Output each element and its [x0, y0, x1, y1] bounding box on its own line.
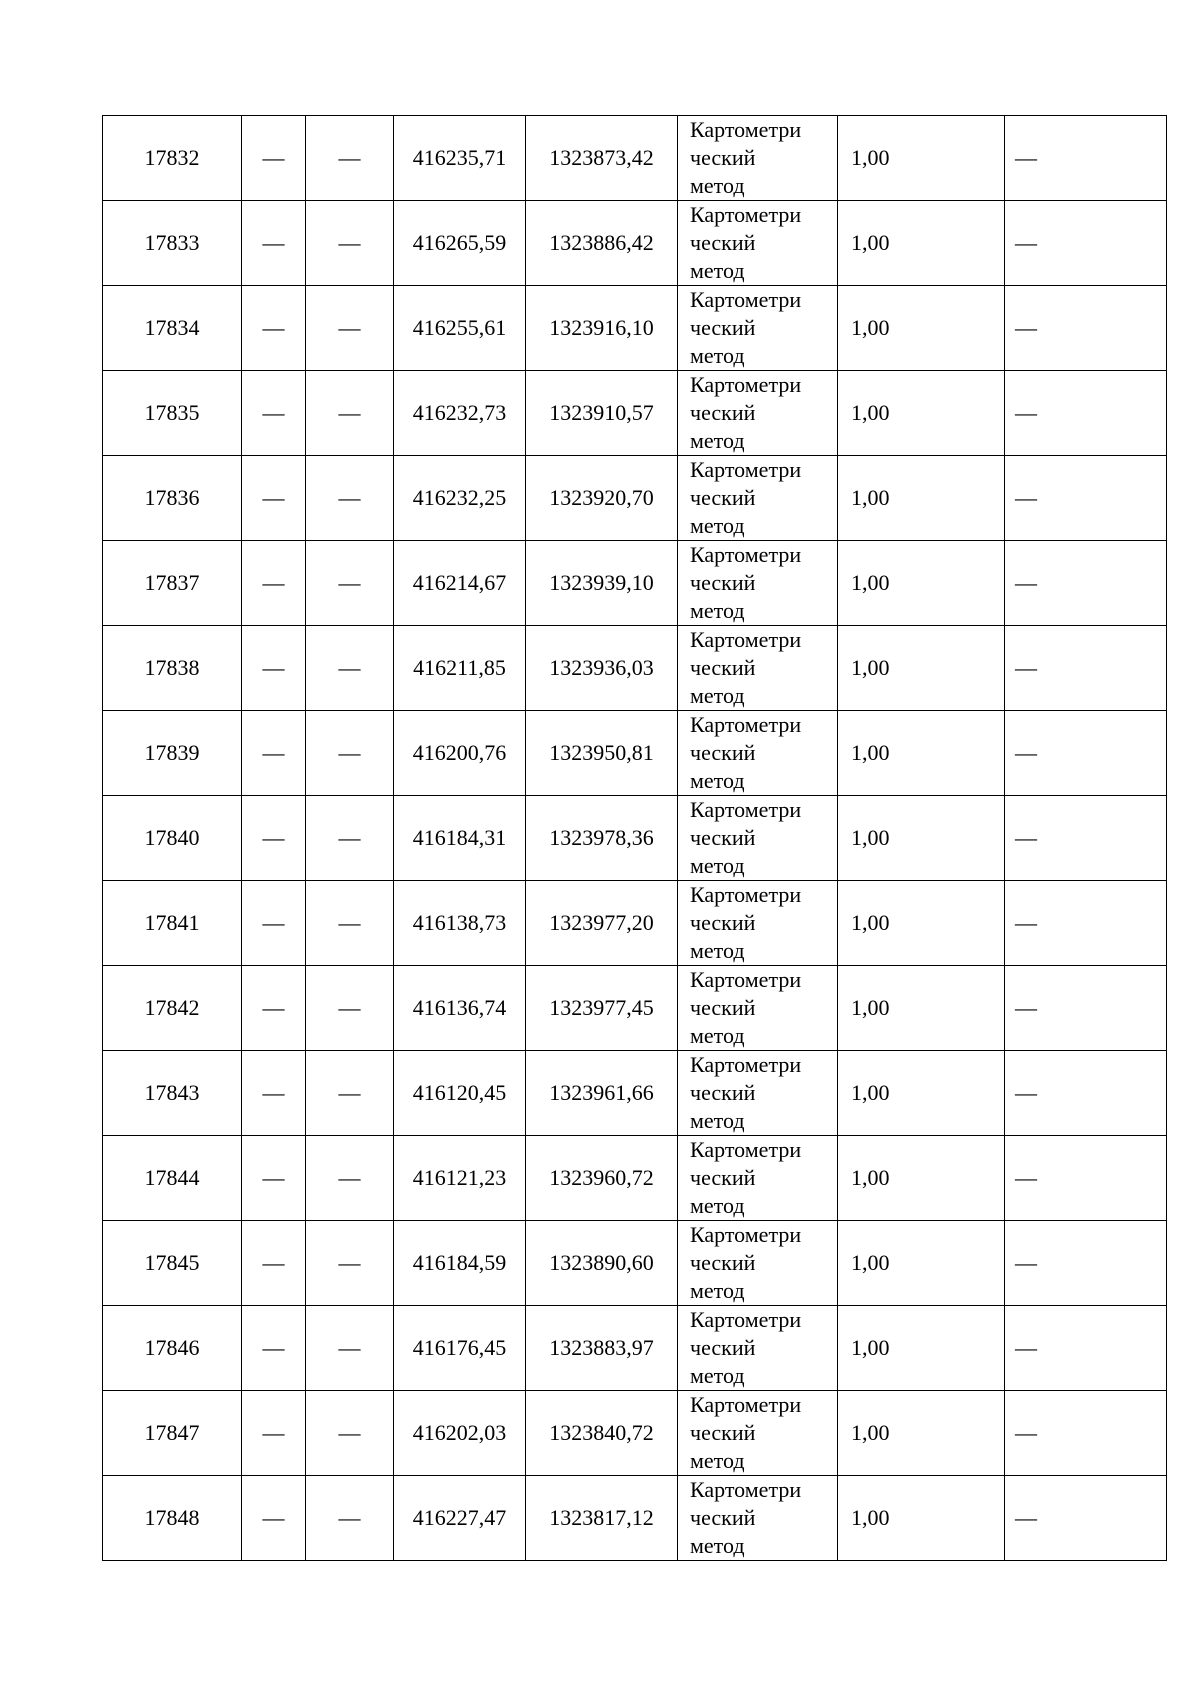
- description-cell: —: [1005, 371, 1167, 456]
- old-y-cell: —: [306, 1136, 394, 1221]
- point-number-cell: 17845: [103, 1221, 242, 1306]
- description-cell: —: [1005, 1221, 1167, 1306]
- x-coordinate-cell: 416121,23: [394, 1136, 526, 1221]
- accuracy-cell: 1,00: [838, 881, 1005, 966]
- old-y-cell: —: [306, 1306, 394, 1391]
- y-coordinate-cell: 1323920,70: [526, 456, 678, 541]
- old-x-cell: —: [242, 371, 306, 456]
- old-x-cell: —: [242, 286, 306, 371]
- description-cell: —: [1005, 286, 1167, 371]
- method-cell: Картометри ческий метод: [678, 116, 838, 201]
- old-y-cell: —: [306, 201, 394, 286]
- old-x-cell: —: [242, 881, 306, 966]
- description-cell: —: [1005, 881, 1167, 966]
- old-x-cell: —: [242, 626, 306, 711]
- table-row: [103, 286, 1167, 371]
- y-coordinate-cell: 1323977,45: [526, 966, 678, 1051]
- x-coordinate-cell: 416176,45: [394, 1306, 526, 1391]
- method-cell: Картометри ческий метод: [678, 286, 838, 371]
- old-x-cell: —: [242, 1306, 306, 1391]
- description-cell: —: [1005, 1051, 1167, 1136]
- x-coordinate-cell: 416211,85: [394, 626, 526, 711]
- point-number-cell: 17833: [103, 201, 242, 286]
- x-coordinate-cell: 416136,74: [394, 966, 526, 1051]
- y-coordinate-cell: 1323873,42: [526, 116, 678, 201]
- table-body: [103, 116, 1167, 1561]
- accuracy-cell: 1,00: [838, 371, 1005, 456]
- y-coordinate-cell: 1323961,66: [526, 1051, 678, 1136]
- accuracy-cell: 1,00: [838, 1051, 1005, 1136]
- old-y-cell: —: [306, 711, 394, 796]
- method-cell: Картометри ческий метод: [678, 1051, 838, 1136]
- x-coordinate-cell: 416184,59: [394, 1221, 526, 1306]
- y-coordinate-cell: 1323939,10: [526, 541, 678, 626]
- description-cell: —: [1005, 1136, 1167, 1221]
- table-row: [103, 541, 1167, 626]
- accuracy-cell: 1,00: [838, 201, 1005, 286]
- description-cell: —: [1005, 1476, 1167, 1561]
- old-y-cell: —: [306, 626, 394, 711]
- x-coordinate-cell: 416235,71: [394, 116, 526, 201]
- accuracy-cell: 1,00: [838, 626, 1005, 711]
- old-y-cell: —: [306, 456, 394, 541]
- accuracy-cell: 1,00: [838, 541, 1005, 626]
- table-row: [103, 456, 1167, 541]
- old-x-cell: —: [242, 116, 306, 201]
- point-number-cell: 17844: [103, 1136, 242, 1221]
- y-coordinate-cell: 1323916,10: [526, 286, 678, 371]
- accuracy-cell: 1,00: [838, 286, 1005, 371]
- x-coordinate-cell: 416255,61: [394, 286, 526, 371]
- method-cell: Картометри ческий метод: [678, 1476, 838, 1561]
- method-cell: Картометри ческий метод: [678, 626, 838, 711]
- y-coordinate-cell: 1323890,60: [526, 1221, 678, 1306]
- old-y-cell: —: [306, 371, 394, 456]
- description-cell: —: [1005, 1391, 1167, 1476]
- table-row: [103, 711, 1167, 796]
- table-row: [103, 626, 1167, 711]
- old-y-cell: —: [306, 1391, 394, 1476]
- table-row: [103, 201, 1167, 286]
- accuracy-cell: 1,00: [838, 1306, 1005, 1391]
- point-number-cell: 17846: [103, 1306, 242, 1391]
- method-cell: Картометри ческий метод: [678, 711, 838, 796]
- y-coordinate-cell: 1323883,97: [526, 1306, 678, 1391]
- old-y-cell: —: [306, 1476, 394, 1561]
- accuracy-cell: 1,00: [838, 1391, 1005, 1476]
- table-row: [103, 116, 1167, 201]
- table-row: [103, 1051, 1167, 1136]
- method-cell: Картометри ческий метод: [678, 541, 838, 626]
- method-cell: Картометри ческий метод: [678, 456, 838, 541]
- description-cell: —: [1005, 201, 1167, 286]
- y-coordinate-cell: 1323977,20: [526, 881, 678, 966]
- accuracy-cell: 1,00: [838, 116, 1005, 201]
- x-coordinate-cell: 416202,03: [394, 1391, 526, 1476]
- table-row: [103, 1476, 1167, 1561]
- table-row: [103, 1221, 1167, 1306]
- old-y-cell: —: [306, 796, 394, 881]
- table-row: [103, 1306, 1167, 1391]
- point-number-cell: 17843: [103, 1051, 242, 1136]
- old-x-cell: —: [242, 201, 306, 286]
- method-cell: Картометри ческий метод: [678, 201, 838, 286]
- accuracy-cell: 1,00: [838, 456, 1005, 541]
- y-coordinate-cell: 1323817,12: [526, 1476, 678, 1561]
- description-cell: —: [1005, 456, 1167, 541]
- accuracy-cell: 1,00: [838, 1136, 1005, 1221]
- x-coordinate-cell: 416214,67: [394, 541, 526, 626]
- method-cell: Картометри ческий метод: [678, 1391, 838, 1476]
- point-number-cell: 17834: [103, 286, 242, 371]
- description-cell: —: [1005, 116, 1167, 201]
- accuracy-cell: 1,00: [838, 711, 1005, 796]
- table-row: [103, 966, 1167, 1051]
- point-number-cell: 17839: [103, 711, 242, 796]
- accuracy-cell: 1,00: [838, 966, 1005, 1051]
- method-cell: Картометри ческий метод: [678, 1221, 838, 1306]
- old-y-cell: —: [306, 286, 394, 371]
- x-coordinate-cell: 416232,73: [394, 371, 526, 456]
- point-number-cell: 17838: [103, 626, 242, 711]
- method-cell: Картометри ческий метод: [678, 881, 838, 966]
- method-cell: Картометри ческий метод: [678, 371, 838, 456]
- y-coordinate-cell: 1323960,72: [526, 1136, 678, 1221]
- table-row: [103, 1136, 1167, 1221]
- description-cell: —: [1005, 541, 1167, 626]
- point-number-cell: 17848: [103, 1476, 242, 1561]
- old-y-cell: —: [306, 1221, 394, 1306]
- old-x-cell: —: [242, 1391, 306, 1476]
- point-number-cell: 17837: [103, 541, 242, 626]
- method-cell: Картометри ческий метод: [678, 796, 838, 881]
- table-row: [103, 796, 1167, 881]
- y-coordinate-cell: 1323978,36: [526, 796, 678, 881]
- old-x-cell: —: [242, 966, 306, 1051]
- old-x-cell: —: [242, 796, 306, 881]
- x-coordinate-cell: 416227,47: [394, 1476, 526, 1561]
- old-y-cell: —: [306, 541, 394, 626]
- x-coordinate-cell: 416120,45: [394, 1051, 526, 1136]
- point-number-cell: 17832: [103, 116, 242, 201]
- table-row: [103, 371, 1167, 456]
- x-coordinate-cell: 416232,25: [394, 456, 526, 541]
- point-number-cell: 17835: [103, 371, 242, 456]
- old-y-cell: —: [306, 966, 394, 1051]
- point-number-cell: 17841: [103, 881, 242, 966]
- accuracy-cell: 1,00: [838, 1476, 1005, 1561]
- method-cell: Картометри ческий метод: [678, 1306, 838, 1391]
- point-number-cell: 17842: [103, 966, 242, 1051]
- table-row: [103, 881, 1167, 966]
- old-x-cell: —: [242, 1476, 306, 1561]
- old-y-cell: —: [306, 116, 394, 201]
- accuracy-cell: 1,00: [838, 1221, 1005, 1306]
- y-coordinate-cell: 1323840,72: [526, 1391, 678, 1476]
- y-coordinate-cell: 1323886,42: [526, 201, 678, 286]
- y-coordinate-cell: 1323936,03: [526, 626, 678, 711]
- x-coordinate-cell: 416265,59: [394, 201, 526, 286]
- x-coordinate-cell: 416138,73: [394, 881, 526, 966]
- accuracy-cell: 1,00: [838, 796, 1005, 881]
- method-cell: Картометри ческий метод: [678, 1136, 838, 1221]
- method-cell: Картометри ческий метод: [678, 966, 838, 1051]
- description-cell: —: [1005, 966, 1167, 1051]
- old-x-cell: —: [242, 541, 306, 626]
- old-y-cell: —: [306, 1051, 394, 1136]
- x-coordinate-cell: 416184,31: [394, 796, 526, 881]
- x-coordinate-cell: 416200,76: [394, 711, 526, 796]
- old-y-cell: —: [306, 881, 394, 966]
- old-x-cell: —: [242, 1136, 306, 1221]
- y-coordinate-cell: 1323950,81: [526, 711, 678, 796]
- description-cell: —: [1005, 626, 1167, 711]
- old-x-cell: —: [242, 1051, 306, 1136]
- description-cell: —: [1005, 796, 1167, 881]
- point-number-cell: 17847: [103, 1391, 242, 1476]
- old-x-cell: —: [242, 456, 306, 541]
- point-number-cell: 17840: [103, 796, 242, 881]
- description-cell: —: [1005, 1306, 1167, 1391]
- point-number-cell: 17836: [103, 456, 242, 541]
- old-x-cell: —: [242, 1221, 306, 1306]
- old-x-cell: —: [242, 711, 306, 796]
- y-coordinate-cell: 1323910,57: [526, 371, 678, 456]
- description-cell: —: [1005, 711, 1167, 796]
- table-row: [103, 1391, 1167, 1476]
- coordinates-table: [102, 115, 1167, 1561]
